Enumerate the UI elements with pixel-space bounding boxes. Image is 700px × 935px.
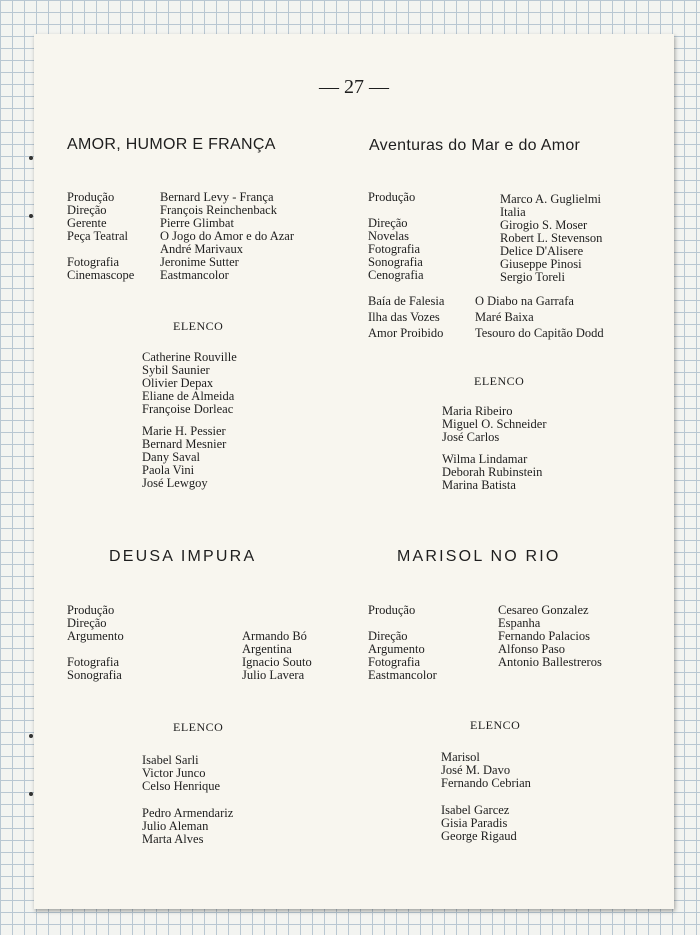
- credit-label: Fotografia: [67, 255, 120, 269]
- credit-labels: [368, 604, 437, 682]
- episode-title: Ilha das Vozes: [368, 310, 440, 324]
- episode-title: Amor Proibido: [368, 326, 444, 340]
- credit-value: Eastmancolor: [160, 268, 229, 282]
- credit-values: [242, 630, 312, 682]
- credit-value: Delice D'Alisere: [500, 244, 584, 258]
- credit-label: Cinemascope: [67, 268, 135, 282]
- credit-label: Produção: [67, 190, 115, 204]
- cast-member: Marie H. Pessier: [142, 424, 226, 438]
- spacer: [441, 790, 531, 804]
- cast-member: Eliane de Almeida: [142, 389, 235, 403]
- credit-label: Produção: [368, 603, 416, 617]
- credit-value: Alfonso Paso: [498, 642, 566, 656]
- episode-title: O Diabo na Garrafa: [475, 294, 574, 308]
- cast-member: Julio Aleman: [142, 819, 209, 833]
- cast-member: José Lewgoy: [142, 476, 208, 490]
- credit-value: André Marivaux: [160, 242, 243, 256]
- credit-label: Argumento: [368, 642, 425, 656]
- binding-hole: [29, 792, 33, 796]
- credit-labels: [67, 191, 134, 282]
- credit-value: Espanha: [498, 616, 541, 630]
- credit-value: Jeronime Sutter: [160, 255, 239, 269]
- credit-label: Direção: [67, 203, 107, 217]
- cast-list: [142, 754, 233, 846]
- credit-labels: [67, 656, 122, 682]
- credit-value: Bernard Levy - França: [160, 190, 274, 204]
- document-page: [34, 34, 674, 909]
- cast-member: Gisia Paradis: [441, 816, 508, 830]
- credit-value: O Jogo do Amor e do Azar: [160, 229, 295, 243]
- section-title-deusa-impura: DEUSA IMPURA: [109, 548, 257, 565]
- cast-member: José M. Davo: [441, 763, 511, 777]
- elenco-heading: ELENCO: [474, 374, 525, 388]
- credit-value: Armando Bó: [242, 629, 307, 643]
- credit-label: Direção: [368, 216, 408, 230]
- cast-member: Dany Saval: [142, 450, 200, 464]
- binding-hole: [29, 734, 33, 738]
- credit-value: Ignacio Souto: [242, 655, 312, 669]
- episode-title: Baía de Falesia: [368, 294, 445, 308]
- credit-values: [500, 193, 602, 284]
- credit-value: Giuseppe Pinosi: [500, 257, 582, 271]
- cast-member: Deborah Rubinstein: [442, 465, 543, 479]
- cast-member: Paola Vini: [142, 463, 195, 477]
- cast-list: [442, 405, 547, 492]
- credit-label: Argumento: [67, 629, 124, 643]
- credit-value: François Reinchenback: [160, 203, 277, 217]
- credit-label: Sonografia: [368, 255, 423, 269]
- credit-label: Fotografia: [368, 242, 421, 256]
- cast-member: Isabel Sarli: [142, 753, 199, 767]
- credit-label: Fotografia: [368, 655, 421, 669]
- credit-value: Robert L. Stevenson: [500, 231, 603, 245]
- cast-member: Miguel O. Schneider: [442, 417, 547, 431]
- credit-label: Produção: [368, 190, 416, 204]
- binding-hole: [29, 156, 33, 160]
- cast-member: Bernard Mesnier: [142, 437, 227, 451]
- credit-label: Novelas: [368, 229, 409, 243]
- credit-value: Girogio S. Moser: [500, 218, 588, 232]
- credit-value: Cesareo Gonzalez: [498, 603, 589, 617]
- credit-value: Marco A. Guglielmi: [500, 192, 602, 206]
- cast-member: George Rigaud: [441, 829, 517, 843]
- credit-label: Cenografia: [368, 268, 424, 282]
- section-title-marisol-no-rio: MARISOL NO RIO: [397, 548, 561, 565]
- credit-values: [498, 604, 602, 669]
- credit-labels: [368, 191, 424, 282]
- credit-label: Fotografia: [67, 655, 120, 669]
- spacer: [142, 793, 233, 807]
- credit-label: Sonografia: [67, 668, 122, 682]
- section-title-amor-humor-franca: AMOR, HUMOR E FRANÇA: [67, 136, 276, 153]
- cast-member: Catherine Rouville: [142, 350, 237, 364]
- credit-label: Direção: [67, 616, 107, 630]
- credit-value: Antonio Ballestreros: [498, 655, 602, 669]
- episode-title: Maré Baixa: [475, 310, 534, 324]
- cast-member: Fernando Cebrian: [441, 776, 531, 790]
- cast-list: [441, 751, 531, 843]
- credit-labels: [67, 604, 124, 643]
- credit-value: Argentina: [242, 642, 292, 656]
- credit-label: Direção: [368, 629, 408, 643]
- credit-value: Pierre Glimbat: [160, 216, 234, 230]
- elenco-heading: ELENCO: [173, 319, 224, 333]
- credit-value: Sergio Toreli: [500, 270, 565, 284]
- credit-value: Julio Lavera: [242, 668, 305, 682]
- cast-member: Wilma Lindamar: [442, 452, 528, 466]
- cast-member: Victor Junco: [142, 766, 206, 780]
- cast-member: Celso Henrique: [142, 779, 221, 793]
- cast-member: Marta Alves: [142, 832, 204, 846]
- credit-value: Fernando Palacios: [498, 629, 590, 643]
- cast-member: Sybil Saunier: [142, 363, 210, 377]
- cast-member: Marina Batista: [442, 478, 516, 492]
- cast-member: Isabel Garcez: [441, 803, 510, 817]
- credit-values: [160, 191, 294, 282]
- cast-member: Maria Ribeiro: [442, 404, 513, 418]
- cast-member: Pedro Armendariz: [142, 806, 234, 820]
- episode-list-right: [475, 293, 604, 341]
- episode-list-left: [368, 293, 444, 341]
- elenco-heading: ELENCO: [173, 720, 224, 734]
- credit-label: Gerente: [67, 216, 107, 230]
- page-number: — 27 —: [319, 76, 389, 98]
- cast-member: Olivier Depax: [142, 376, 214, 390]
- elenco-heading: ELENCO: [470, 718, 521, 732]
- cast-list: [142, 351, 237, 490]
- credit-label: Produção: [67, 603, 115, 617]
- cast-member: Marisol: [441, 750, 480, 764]
- credit-label: Eastmancolor: [368, 668, 437, 682]
- binding-hole: [29, 214, 33, 218]
- episode-title: Tesouro do Capitão Dodd: [475, 326, 604, 340]
- section-title-aventuras: Aventuras do Mar e do Amor: [369, 137, 581, 154]
- credit-label: Peça Teatral: [67, 229, 129, 243]
- cast-member: José Carlos: [442, 430, 500, 444]
- credit-value: Italia: [500, 205, 526, 219]
- cast-member: Françoise Dorleac: [142, 402, 234, 416]
